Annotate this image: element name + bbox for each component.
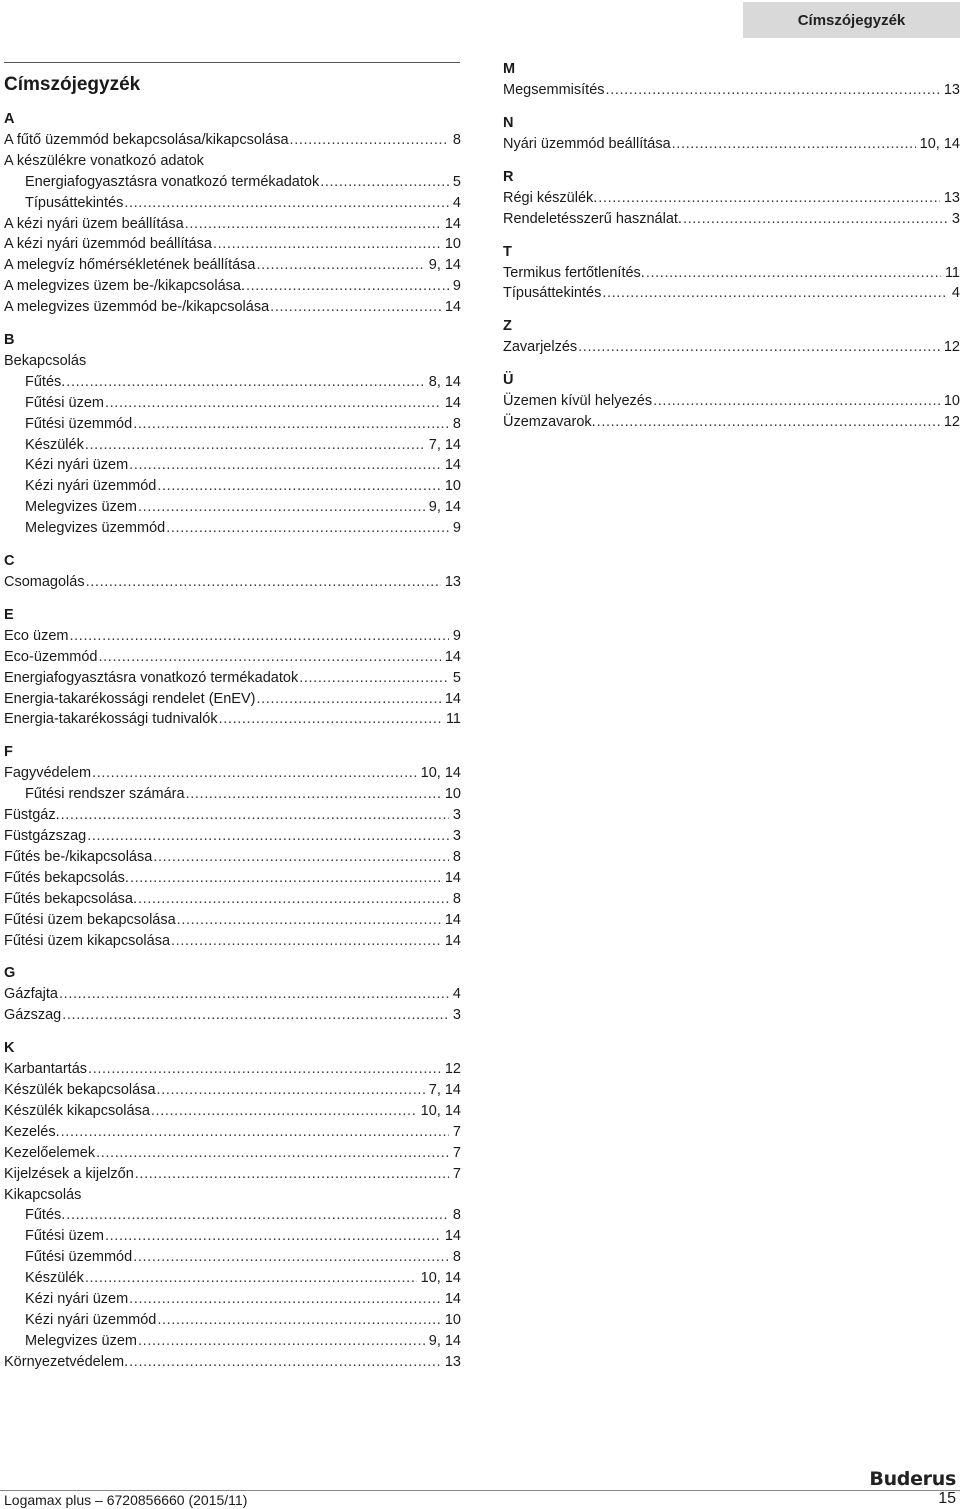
entry-page: 3 (452, 1007, 461, 1024)
index-entry (4, 372, 461, 393)
entry-term: A készülékre vonatkozó adatok (4, 152, 204, 169)
entry-page: 12 (943, 414, 960, 431)
dot-leader (606, 80, 940, 101)
dot-leader (61, 805, 449, 826)
section-letter: A (4, 111, 15, 127)
brand-logo: Buderus (869, 1468, 956, 1490)
index-entry (4, 1101, 461, 1122)
dot-leader (85, 435, 425, 456)
entry-term: Fagyvédelem (4, 765, 92, 782)
entry-page: 14 (444, 932, 461, 949)
index-entry (4, 351, 461, 372)
index-entry (4, 234, 461, 255)
index-entry (4, 1268, 461, 1289)
entry-page: 8 (452, 1249, 461, 1266)
entry-term: Fűtés be-/kikapcsolása (4, 848, 153, 865)
entry-term: Zavarjelzés (503, 339, 578, 356)
entry-page: 14 (444, 1228, 461, 1245)
index-entry (4, 172, 461, 193)
entry-page: 14 (444, 299, 461, 316)
entry-page: 14 (444, 394, 461, 411)
entry-page: 7 (452, 1123, 461, 1140)
index-entry (503, 188, 960, 209)
entry-page: 9, 14 (428, 257, 461, 274)
dot-leader (186, 784, 441, 805)
entry-page: 10, 14 (420, 1270, 461, 1287)
entry-term: A melegvíz hőmérsékletének beállítása (4, 257, 256, 274)
index-section-f (4, 741, 461, 951)
index-entry (4, 805, 461, 826)
dot-leader (133, 414, 449, 435)
dot-leader (69, 626, 448, 647)
dot-leader (598, 188, 940, 209)
index-entry (4, 497, 461, 518)
dot-leader (270, 297, 441, 318)
dot-leader (171, 931, 441, 952)
index-section-n (503, 112, 960, 155)
dot-leader (157, 1080, 425, 1101)
index-entry (4, 1164, 461, 1185)
dot-leader (256, 689, 440, 710)
entry-page: 9 (452, 627, 461, 644)
entry-term: Kijelzések a kijelzőn (4, 1165, 134, 1182)
index-entry (4, 689, 461, 710)
title-rule (4, 62, 460, 63)
index-entry (4, 255, 461, 276)
entry-term: Karbantartás (4, 1061, 88, 1078)
header-title: Címszójegyzék (797, 11, 906, 29)
index-entry (4, 931, 461, 952)
entry-page: 5 (452, 669, 461, 686)
index-entry (4, 1005, 461, 1026)
entry-page: 4 (951, 285, 960, 302)
dot-leader (135, 1164, 449, 1185)
entry-term: A kézi nyári üzem beállítása (4, 215, 184, 232)
index-entry (4, 910, 461, 931)
index-entry (4, 214, 461, 235)
entry-page: 3 (951, 210, 960, 227)
index-entry (4, 1205, 461, 1226)
dot-leader (92, 763, 417, 784)
dot-leader (105, 1226, 441, 1247)
entry-page: 8 (452, 890, 461, 907)
index-entry (4, 1352, 461, 1373)
entry-term: Fűtés. (25, 373, 66, 390)
section-letter: E (4, 606, 14, 623)
index-entry (4, 868, 461, 889)
index-section-t (503, 241, 960, 305)
entry-term: Energia-takarékossági tudnivalók (4, 711, 218, 728)
header-section-tab (743, 2, 960, 38)
index-entry (4, 647, 461, 668)
dot-leader (602, 283, 948, 304)
entry-term: Rendeletésszerű használat. (503, 210, 682, 227)
section-letter: T (503, 243, 512, 260)
index-entry (4, 1059, 461, 1080)
index-entry (503, 134, 960, 155)
index-entry (4, 763, 461, 784)
index-entry (4, 455, 461, 476)
entry-page: 14 (444, 911, 461, 928)
entry-page: 12 (444, 1061, 461, 1078)
entry-term: Termikus fertőtlenítés. (503, 264, 645, 281)
index-entry (4, 1310, 461, 1331)
entry-term: Kezelés. (4, 1123, 60, 1140)
dot-leader (157, 1310, 441, 1331)
entry-page: 10 (444, 236, 461, 253)
entry-page: 9 (452, 278, 461, 295)
dot-leader (129, 455, 441, 476)
entry-term: Típusáttekintés (25, 194, 124, 211)
index-entry (503, 412, 960, 433)
dot-leader (256, 255, 424, 276)
entry-term: A fűtő üzemmód bekapcsolása/kikapcsolása (4, 132, 289, 148)
entry-page: 14 (444, 648, 461, 665)
entry-term: Készülék (25, 436, 84, 453)
entry-page: 8 (452, 132, 461, 148)
index-entry (4, 984, 461, 1005)
index-section-e (4, 604, 461, 730)
index-entry (503, 263, 960, 284)
entry-term: Fűtési üzem bekapcsolása (4, 911, 176, 928)
entry-page: 10 (444, 786, 461, 803)
entry-page: 8 (452, 415, 461, 432)
dot-leader (299, 668, 449, 689)
index-entry (503, 391, 960, 412)
dot-leader (124, 193, 449, 214)
index-entry (4, 193, 461, 214)
index-entry (4, 847, 461, 868)
entry-page: 3 (452, 828, 461, 845)
dot-leader (290, 130, 449, 151)
section-letter: G (4, 965, 16, 982)
index-entry (4, 297, 461, 318)
section-letter: M (503, 61, 516, 77)
index-section-a (4, 108, 461, 318)
entry-term: Melegvizes üzem (25, 1332, 138, 1349)
entry-page: 11 (445, 711, 461, 728)
entry-term: Fűtés bekapcsolása. (4, 890, 137, 907)
index-entry (4, 393, 461, 414)
index-entry (503, 283, 960, 304)
entry-page: 13 (444, 1353, 461, 1370)
index-entry (503, 80, 960, 101)
dot-leader (66, 1205, 449, 1226)
index-entry (4, 1247, 461, 1268)
index-column-left (4, 108, 461, 1384)
dot-leader (87, 826, 449, 847)
section-letter: N (503, 114, 514, 131)
index-entry (503, 337, 960, 358)
dot-leader (153, 847, 449, 868)
entry-page: 10, 14 (420, 765, 461, 782)
entry-page: 4 (452, 986, 461, 1003)
dot-leader (320, 172, 449, 193)
entry-term: Régi készülék. (503, 189, 598, 206)
entry-term: Típusáttekintés (503, 285, 602, 302)
section-letter: Z (503, 318, 512, 335)
index-entry (4, 826, 461, 847)
entry-term: Fűtési üzem (25, 394, 104, 411)
index-section-z (503, 315, 960, 358)
index-entry (4, 784, 461, 805)
entry-term: Energiafogyasztásra vonatkozó termékadatok (25, 173, 320, 190)
entry-page: 9 (452, 520, 461, 537)
entry-page: 13 (943, 82, 960, 98)
entry-term: Fűtési üzem (25, 1228, 104, 1245)
entry-page: 11 (944, 264, 960, 281)
index-section-b (4, 329, 461, 539)
section-letter: R (503, 168, 514, 185)
entry-term: Kezelőelemek (4, 1144, 96, 1161)
index-entry (4, 151, 461, 172)
dot-leader (151, 1101, 417, 1122)
section-letter: B (4, 332, 15, 349)
dot-leader (157, 476, 441, 497)
entry-term: Környezetvédelem. (4, 1353, 129, 1370)
entry-term: A melegvizes üzem be-/kikapcsolása. (4, 278, 245, 295)
dot-leader (86, 572, 441, 593)
entry-page: 14 (444, 690, 461, 707)
dot-leader (219, 709, 442, 730)
dot-leader (88, 1059, 441, 1080)
entry-page: 14 (444, 1290, 461, 1307)
section-letter: F (4, 744, 13, 761)
entry-page: 8 (452, 1207, 461, 1224)
entry-term: Kézi nyári üzem (25, 1290, 129, 1307)
index-entry (4, 1122, 461, 1143)
entry-term: A kézi nyári üzemmód beállítása (4, 236, 212, 253)
entry-term: Energiafogyasztásra vonatkozó termékadatok (4, 669, 299, 686)
dot-leader (129, 1289, 441, 1310)
dot-leader (61, 1122, 449, 1143)
entry-page: 8 (452, 848, 461, 865)
dot-leader (62, 1005, 449, 1026)
entry-page: 10, 14 (919, 135, 960, 152)
index-entry (4, 1143, 461, 1164)
entry-term: Kikapcsolás (4, 1186, 82, 1203)
index-entry (4, 709, 461, 730)
entry-page: 10, 14 (420, 1102, 461, 1119)
entry-page: 14 (444, 457, 461, 474)
dot-leader (138, 1331, 425, 1352)
entry-page: 7, 14 (428, 1082, 461, 1099)
page-number: 15 (938, 1490, 956, 1507)
entry-page: 5 (452, 173, 461, 190)
entry-term: Fűtési üzemmód (25, 1249, 133, 1266)
entry-page: 7 (452, 1144, 461, 1161)
entry-page: 13 (943, 189, 960, 206)
dot-leader (105, 393, 441, 414)
entry-term: A melegvizes üzemmód be-/kikapcsolása (4, 299, 270, 316)
index-entry (4, 435, 461, 456)
entry-term: Eco üzem (4, 627, 69, 644)
index-column-right (503, 58, 960, 444)
entry-term: Eco-üzemmód (4, 648, 98, 665)
index-section-r (503, 166, 960, 230)
dot-leader (130, 868, 441, 889)
entry-term: Füstgáz. (4, 807, 60, 824)
index-entry (503, 209, 960, 230)
index-entry (4, 1185, 461, 1206)
index-entry (4, 130, 461, 151)
entry-term: Melegvizes üzem (25, 499, 138, 516)
index-entry (4, 626, 461, 647)
entry-term: Fűtés. (25, 1207, 66, 1224)
entry-page: 13 (444, 574, 461, 591)
index-section-g (4, 962, 461, 1026)
dot-leader (177, 910, 441, 931)
index-entry (4, 414, 461, 435)
entry-term: Gázfajta (4, 986, 58, 1003)
entry-term: Készülék (25, 1270, 84, 1287)
index-entry (4, 518, 461, 539)
dot-leader (96, 1143, 449, 1164)
dot-leader (213, 234, 441, 255)
index-entry (4, 1080, 461, 1101)
entry-term: Üzemzavarok. (503, 414, 596, 431)
dot-leader (138, 497, 425, 518)
section-letter: K (4, 1040, 15, 1057)
index-entry (4, 1226, 461, 1247)
entry-term: Üzemen kívül helyezés (503, 393, 653, 410)
dot-leader (85, 1268, 417, 1289)
dot-leader (246, 276, 449, 297)
entry-term: Kézi nyári üzemmód (25, 1311, 157, 1328)
dot-leader (185, 214, 441, 235)
index-entry (4, 476, 461, 497)
entry-term: Fűtési üzem kikapcsolása (4, 932, 171, 949)
entry-page: 9, 14 (428, 499, 461, 516)
entry-page: 7, 14 (428, 436, 461, 453)
entry-term: Fűtési rendszer számára (25, 786, 185, 803)
dot-leader (98, 647, 440, 668)
index-section-m (503, 58, 960, 101)
dot-leader (59, 984, 449, 1005)
entry-term: Csomagolás (4, 574, 85, 591)
entry-page: 10 (943, 393, 960, 410)
index-section-c (4, 550, 461, 593)
dot-leader (597, 412, 940, 433)
dot-leader (578, 337, 940, 358)
dot-leader (672, 134, 916, 155)
entry-term: Füstgázszag (4, 828, 87, 845)
entry-page: 12 (943, 339, 960, 356)
entry-page: 4 (452, 194, 461, 211)
index-entry (4, 1331, 461, 1352)
entry-page: 10 (444, 1311, 461, 1328)
section-letter: Ü (503, 372, 514, 389)
entry-term: Készülék bekapcsolása (4, 1082, 156, 1099)
index-entry (4, 572, 461, 593)
entry-page: 9, 14 (428, 1332, 461, 1349)
footer-document-id: Logamax plus – 6720856660 (2015/11) (4, 1492, 248, 1508)
entry-term: Készülék kikapcsolása (4, 1102, 150, 1119)
entry-term: Melegvizes üzemmód (25, 520, 166, 537)
footer-rule (0, 1490, 960, 1491)
entry-page: 14 (444, 869, 461, 886)
dot-leader (653, 391, 940, 412)
entry-term: Fűtés bekapcsolás. (4, 869, 129, 886)
dot-leader (166, 518, 449, 539)
section-letter: C (4, 553, 15, 570)
dot-leader (129, 1352, 441, 1373)
entry-term: Fűtési üzemmód (25, 415, 133, 432)
entry-term: Bekapcsolás (4, 353, 87, 370)
entry-term: Kézi nyári üzemmód (25, 478, 157, 495)
entry-page: 14 (444, 215, 461, 232)
dot-leader (133, 1247, 449, 1268)
entry-page: 8, 14 (428, 373, 461, 390)
entry-term: Gázszag (4, 1007, 62, 1024)
index-entry (4, 668, 461, 689)
entry-page: 10 (444, 478, 461, 495)
dot-leader (683, 209, 948, 230)
entry-term: Energia-takarékossági rendelet (EnEV) (4, 690, 256, 707)
dot-leader (138, 889, 449, 910)
entry-term: Megsemmisítés (503, 82, 605, 98)
entry-page: 7 (452, 1165, 461, 1182)
index-section-k (4, 1037, 461, 1372)
entry-term: Kézi nyári üzem (25, 457, 129, 474)
index-entry (4, 889, 461, 910)
dot-leader (646, 263, 941, 284)
page-title: Címszójegyzék (4, 74, 141, 95)
index-entry (4, 1289, 461, 1310)
dot-leader (66, 372, 424, 393)
index-entry (4, 276, 461, 297)
entry-page: 3 (452, 807, 461, 824)
entry-term: Nyári üzemmód beállítása (503, 135, 671, 152)
index-section-ü (503, 369, 960, 433)
